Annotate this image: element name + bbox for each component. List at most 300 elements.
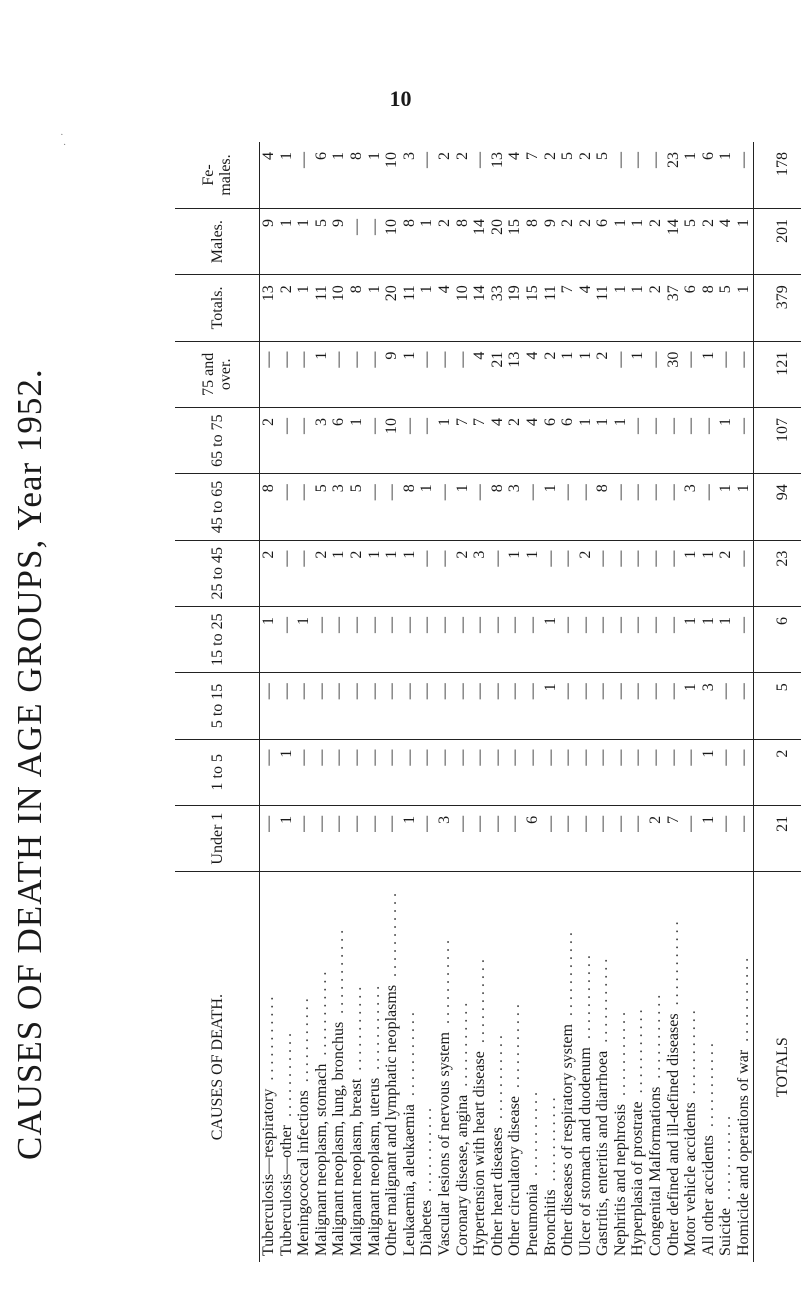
value-cell: —	[735, 407, 753, 473]
value-cell: —	[542, 540, 560, 606]
value-cell: —	[330, 739, 348, 805]
value-cell: —	[471, 805, 489, 871]
value-cell: 33	[489, 275, 507, 341]
value-cell: 10	[454, 275, 472, 341]
value-cell: —	[647, 673, 665, 739]
table-row	[647, 142, 665, 1262]
value-cell: 14	[471, 275, 489, 341]
leader-dots: ...........	[629, 1005, 647, 1102]
value-cell: —	[559, 805, 577, 871]
value-cell: 1	[559, 341, 577, 407]
value-cell: —	[524, 474, 542, 540]
value-cell: —	[454, 606, 472, 672]
value-cell: 10	[383, 142, 401, 208]
cause-label: Suicide	[717, 1208, 735, 1256]
header-row	[175, 142, 260, 1262]
value-cell: 1	[542, 474, 560, 540]
value-cell: —	[647, 540, 665, 606]
leader-dots: ...........	[277, 1029, 295, 1126]
cause-cell	[682, 872, 700, 1262]
leader-dots: ...........	[559, 928, 577, 1025]
value-cell: 2	[647, 275, 665, 341]
value-cell: —	[489, 673, 507, 739]
value-cell: —	[454, 805, 472, 871]
value-cell: 1	[418, 208, 436, 274]
value-cell: 5	[682, 208, 700, 274]
value-cell: 10	[383, 407, 401, 473]
value-cell: —	[383, 805, 401, 871]
value-cell: —	[542, 739, 560, 805]
cause-cell	[489, 872, 507, 1262]
table-row	[682, 142, 700, 1262]
value-cell: 1	[700, 540, 718, 606]
value-cell: 5	[313, 208, 331, 274]
value-cell: 1	[330, 540, 348, 606]
value-cell: 11	[401, 275, 419, 341]
value-cell: —	[295, 805, 313, 871]
value-cell: 9	[260, 208, 278, 274]
table-row	[506, 142, 524, 1262]
value-cell: 1	[383, 540, 401, 606]
value-cell: —	[454, 673, 472, 739]
value-cell: 8	[260, 474, 278, 540]
value-cell: —	[559, 474, 577, 540]
value-cell: 1	[278, 142, 296, 208]
cause-cell	[295, 872, 313, 1262]
value-cell: 10	[330, 275, 348, 341]
value-cell: —	[629, 407, 647, 473]
value-cell: 2	[436, 208, 454, 274]
value-cell: 6	[542, 407, 560, 473]
value-cell: 1	[366, 540, 384, 606]
value-cell: —	[313, 673, 331, 739]
value-cell: 7	[471, 407, 489, 473]
cause-label: Tuberculosis—respiratory	[260, 1088, 277, 1256]
value-cell: 1	[682, 142, 700, 208]
value-cell: —	[330, 805, 348, 871]
leader-dots: ...........	[717, 1112, 735, 1208]
value-cell: —	[418, 606, 436, 672]
value-cell: —	[559, 606, 577, 672]
cause-label: Motor vehicle accidents	[682, 1102, 700, 1256]
value-cell: —	[295, 540, 313, 606]
table-row	[542, 142, 560, 1262]
value-cell: —	[612, 606, 630, 672]
cause-label: Diabetes	[418, 1200, 436, 1256]
value-cell: 4	[489, 407, 507, 473]
cause-cell	[260, 872, 278, 1262]
value-cell: 2	[700, 208, 718, 274]
leader-dots: ...........	[347, 982, 365, 1079]
value-cell: —	[524, 673, 542, 739]
value-cell: 9	[330, 208, 348, 274]
table-row	[295, 142, 313, 1262]
cause-label: Bronchitis	[541, 1189, 559, 1256]
value-cell: 13	[506, 341, 524, 407]
cause-label: Other circulatory disease	[506, 1096, 524, 1256]
cause-label: Other diseases of respiratory system	[559, 1024, 577, 1256]
value-cell: 1	[295, 275, 313, 341]
cause-label: Other defined and ill-defined diseases	[664, 1013, 682, 1256]
value-cell: —	[612, 142, 630, 208]
value-cell: 2	[348, 540, 366, 606]
cause-label: Malignant neoplasm, lung, bronchus	[330, 1021, 348, 1256]
value-cell: —	[647, 407, 665, 473]
header-1-to-5: 1 to 5	[175, 739, 260, 805]
value-cell: 1	[295, 208, 313, 274]
value-cell: —	[629, 606, 647, 672]
value-cell: —	[278, 341, 296, 407]
value-cell: —	[647, 474, 665, 540]
value-cell: 1	[612, 208, 630, 274]
value-cell: —	[559, 673, 577, 739]
value-cell: 2	[260, 407, 278, 473]
value-cell: —	[612, 474, 630, 540]
cause-label: Meningococcal infections	[295, 1090, 313, 1256]
value-cell: 1	[717, 407, 735, 473]
value-cell: —	[559, 540, 577, 606]
value-cell: 6	[700, 142, 718, 208]
value-cell: 5	[348, 474, 366, 540]
value-cell: —	[594, 739, 612, 805]
value-cell: 1	[700, 805, 718, 871]
value-cell: —	[260, 805, 278, 871]
cause-label: Vascular lesions of nervous system	[435, 1032, 453, 1256]
value-cell: 1	[542, 673, 560, 739]
value-cell: —	[612, 805, 630, 871]
value-cell: 5	[717, 275, 735, 341]
value-cell: 1	[735, 275, 753, 341]
value-cell: 1	[401, 805, 419, 871]
value-cell: —	[278, 606, 296, 672]
leader-dots: ...........	[541, 1093, 559, 1190]
table-row	[471, 142, 489, 1262]
value-cell: 2	[559, 208, 577, 274]
cause-cell	[594, 872, 612, 1262]
value-cell: —	[313, 805, 331, 871]
value-cell: 1	[612, 407, 630, 473]
value-cell: 2	[647, 208, 665, 274]
value-cell: 2	[260, 540, 278, 606]
value-cell: —	[313, 606, 331, 672]
value-cell: —	[278, 673, 296, 739]
cause-cell	[717, 872, 735, 1262]
value-cell: —	[278, 540, 296, 606]
table-row	[436, 142, 454, 1262]
header-totals: Totals.	[175, 275, 260, 341]
value-cell: 1	[524, 540, 542, 606]
table-row	[348, 142, 366, 1262]
value-cell: —	[401, 606, 419, 672]
value-cell: 1	[348, 407, 366, 473]
value-cell: 7	[665, 805, 683, 871]
value-cell: 1	[454, 474, 472, 540]
value-cell: 8	[524, 208, 542, 274]
value-cell: —	[629, 805, 647, 871]
cause-cell	[506, 872, 524, 1262]
leader-dots: ...........	[488, 1031, 506, 1128]
value-cell: 1	[295, 606, 313, 672]
value-cell: —	[542, 805, 560, 871]
value-cell: 2	[436, 142, 454, 208]
totals-cell: 201	[753, 208, 801, 274]
value-cell: 8	[348, 275, 366, 341]
value-cell: 7	[524, 142, 542, 208]
causes-of-death-table	[175, 142, 801, 1262]
cause-label: Homicide and operations of war	[735, 1049, 753, 1256]
table-row	[559, 142, 577, 1262]
value-cell: 15	[506, 208, 524, 274]
leader-dots: ...........	[647, 990, 665, 1087]
leader-dots: ...........	[312, 967, 330, 1064]
value-cell: —	[647, 606, 665, 672]
cause-cell	[418, 872, 436, 1262]
cause-label: Gastritis, enteritis and diarrhoea	[594, 1050, 612, 1256]
leader-dots: ...........	[471, 955, 489, 1052]
leader-dots: ...........	[594, 954, 612, 1051]
totals-cell: 2	[753, 739, 801, 805]
cause-cell	[330, 872, 348, 1262]
value-cell: —	[383, 474, 401, 540]
value-cell: 2	[506, 407, 524, 473]
value-cell: —	[295, 142, 313, 208]
value-cell: —	[629, 673, 647, 739]
value-cell: —	[471, 474, 489, 540]
cause-cell	[577, 872, 595, 1262]
value-cell: 2	[594, 341, 612, 407]
leader-dots: ...........	[523, 1088, 541, 1184]
value-cell: —	[366, 407, 384, 473]
value-cell: 21	[489, 341, 507, 407]
value-cell: —	[366, 805, 384, 871]
cause-label: Nephritis and nephrosis	[611, 1104, 629, 1256]
value-cell: —	[629, 142, 647, 208]
leader-dots: ...........	[435, 936, 453, 1033]
value-cell: 3	[700, 673, 718, 739]
value-cell: —	[647, 142, 665, 208]
header-cause: CAUSES OF DEATH.	[175, 872, 260, 1262]
cause-cell	[542, 872, 560, 1262]
value-cell: 11	[594, 275, 612, 341]
value-cell: —	[717, 673, 735, 739]
table-row	[612, 142, 630, 1262]
value-cell: —	[489, 540, 507, 606]
value-cell: 1	[278, 208, 296, 274]
value-cell: —	[436, 474, 454, 540]
cause-label: All other accidents	[699, 1135, 717, 1256]
table-row	[401, 142, 419, 1262]
value-cell: 8	[489, 474, 507, 540]
value-cell: 8	[700, 275, 718, 341]
cause-label: Ulcer of stomach and duodenum	[576, 1047, 594, 1256]
cause-cell	[629, 872, 647, 1262]
value-cell: 2	[717, 540, 735, 606]
totals-cell: 5	[753, 673, 801, 739]
value-cell: 1	[366, 275, 384, 341]
value-cell: —	[454, 341, 472, 407]
value-cell: —	[278, 407, 296, 473]
value-cell: 6	[313, 142, 331, 208]
value-cell: 1	[682, 540, 700, 606]
value-cell: —	[418, 540, 436, 606]
table-row	[524, 142, 542, 1262]
page-number: 10	[389, 86, 412, 111]
value-cell: —	[577, 805, 595, 871]
value-cell: —	[629, 540, 647, 606]
value-cell: 1	[366, 142, 384, 208]
value-cell: —	[700, 407, 718, 473]
value-cell: 1	[330, 142, 348, 208]
value-cell: 2	[647, 805, 665, 871]
value-cell: —	[383, 673, 401, 739]
cause-cell	[313, 872, 331, 1262]
leader-dots: ...........	[735, 953, 753, 1050]
cause-cell	[471, 872, 489, 1262]
table-row	[665, 142, 683, 1262]
value-cell: —	[436, 606, 454, 672]
value-cell: —	[577, 474, 595, 540]
value-cell: 1	[418, 474, 436, 540]
leader-dots: ...........	[383, 888, 401, 985]
value-cell: 4	[577, 275, 595, 341]
leader-dots: ...........	[576, 951, 594, 1048]
cause-cell	[700, 872, 718, 1262]
value-cell: 2	[278, 275, 296, 341]
cause-cell	[278, 872, 296, 1262]
value-cell: 1	[629, 341, 647, 407]
value-cell: 1	[436, 407, 454, 473]
value-cell: 1	[629, 208, 647, 274]
value-cell: 5	[313, 474, 331, 540]
value-cell: —	[717, 341, 735, 407]
value-cell: 4	[506, 142, 524, 208]
value-cell: 1	[313, 341, 331, 407]
value-cell: —	[647, 341, 665, 407]
value-cell: —	[401, 739, 419, 805]
leader-dots: ...........	[330, 925, 348, 1022]
value-cell: 2	[542, 341, 560, 407]
value-cell: —	[735, 673, 753, 739]
value-cell: —	[612, 739, 630, 805]
cause-cell	[366, 872, 384, 1262]
value-cell: —	[577, 739, 595, 805]
value-cell: —	[295, 341, 313, 407]
page-title: CAUSES OF DEATH IN AGE GROUPS, Year 1952.	[10, 368, 49, 1160]
header-75-and-over: 75 and over.	[175, 341, 260, 407]
value-cell: 3	[313, 407, 331, 473]
value-cell: —	[366, 208, 384, 274]
value-cell: —	[559, 739, 577, 805]
value-cell: 1	[717, 474, 735, 540]
value-cell: 1	[700, 739, 718, 805]
cause-cell	[401, 872, 419, 1262]
totals-cell: 379	[753, 275, 801, 341]
header-45-to-65: 45 to 65	[175, 474, 260, 540]
value-cell: —	[436, 341, 454, 407]
value-cell: —	[735, 606, 753, 672]
value-cell: 8	[401, 208, 419, 274]
value-cell: —	[735, 540, 753, 606]
value-cell: —	[735, 805, 753, 871]
cause-label: Pneumonia	[523, 1184, 541, 1256]
value-cell: —	[436, 540, 454, 606]
value-cell: 1	[735, 474, 753, 540]
value-cell: —	[629, 474, 647, 540]
table-row	[330, 142, 348, 1262]
table-row	[313, 142, 331, 1262]
value-cell: —	[735, 341, 753, 407]
leader-dots: ...........	[260, 992, 277, 1089]
value-cell: 4	[717, 208, 735, 274]
totals-cell: 21	[753, 805, 801, 871]
leader-dots: ...........	[365, 981, 383, 1078]
value-cell: 6	[330, 407, 348, 473]
value-cell: —	[471, 606, 489, 672]
value-cell: 15	[524, 275, 542, 341]
value-cell: —	[629, 739, 647, 805]
value-cell: 4	[436, 275, 454, 341]
value-cell: —	[418, 341, 436, 407]
leader-dots: ...........	[682, 1006, 700, 1103]
value-cell: 30	[665, 341, 683, 407]
header-15-to-25: 15 to 25	[175, 606, 260, 672]
value-cell: 1	[577, 407, 595, 473]
value-cell: 3	[471, 540, 489, 606]
value-cell: —	[401, 407, 419, 473]
table-row	[454, 142, 472, 1262]
cause-cell	[454, 872, 472, 1262]
totals-cell: 94	[753, 474, 801, 540]
value-cell: —	[665, 673, 683, 739]
header-under-1: Under 1	[175, 805, 260, 871]
value-cell: —	[612, 341, 630, 407]
scan-marks: · ·	[60, 129, 67, 151]
value-cell: 4	[524, 407, 542, 473]
cause-cell	[348, 872, 366, 1262]
value-cell: —	[577, 606, 595, 672]
value-cell: 1	[717, 142, 735, 208]
value-cell: 4	[471, 341, 489, 407]
value-cell: 13	[489, 142, 507, 208]
value-cell: —	[436, 673, 454, 739]
header-females: Fe-males.	[175, 142, 260, 208]
value-cell: —	[330, 341, 348, 407]
leader-dots: ...........	[506, 1000, 524, 1097]
table-row	[383, 142, 401, 1262]
value-cell: —	[278, 474, 296, 540]
leader-dots: ...........	[611, 1008, 629, 1105]
totals-cell: 121	[753, 341, 801, 407]
value-cell: 1	[278, 805, 296, 871]
value-cell: —	[665, 407, 683, 473]
leader-dots: ...........	[400, 1008, 418, 1105]
value-cell: —	[717, 805, 735, 871]
value-cell: 1	[418, 275, 436, 341]
value-cell: —	[594, 606, 612, 672]
value-cell: 6	[682, 275, 700, 341]
value-cell: 6	[594, 208, 612, 274]
table-row	[717, 142, 735, 1262]
cause-cell	[735, 872, 753, 1262]
value-cell: 1	[682, 673, 700, 739]
totals-cell: 178	[753, 142, 801, 208]
cause-label: Other heart diseases	[488, 1127, 506, 1256]
header-5-to-15: 5 to 15	[175, 673, 260, 739]
value-cell: —	[330, 673, 348, 739]
value-cell: 14	[471, 208, 489, 274]
cause-label: Tuberculosis—other	[277, 1125, 295, 1256]
value-cell: —	[348, 673, 366, 739]
